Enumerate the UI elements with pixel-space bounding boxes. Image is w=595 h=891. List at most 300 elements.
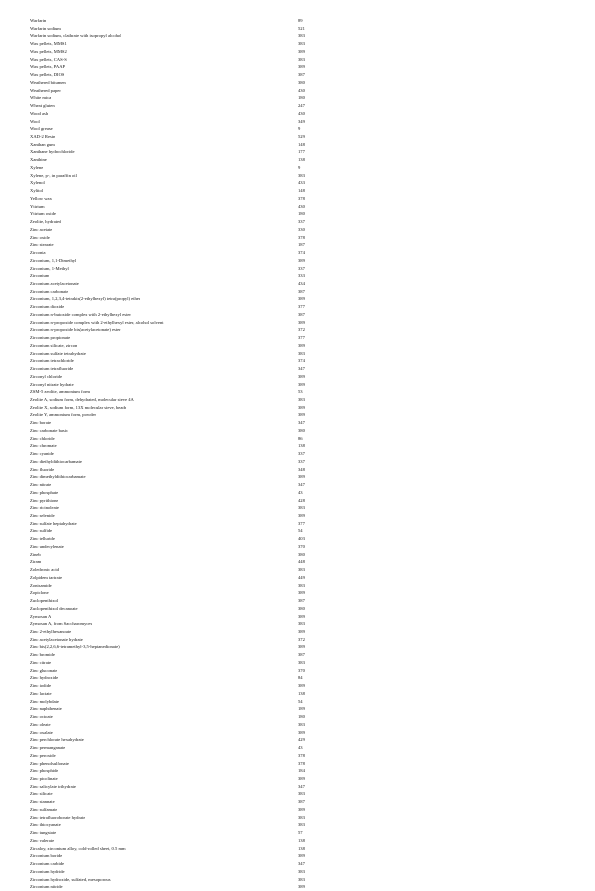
index-entry xyxy=(30,234,320,242)
entry-name: Zirconium tetrafluoride xyxy=(30,366,74,372)
entry-page-number: 383 xyxy=(298,396,305,402)
entry-name: Zinc borate xyxy=(30,420,52,426)
entry-name: Zinc phosphide xyxy=(30,768,59,774)
entry-name: Zinc permanganate xyxy=(30,745,66,751)
entry-name: Zeolite A, sodium form, dehydrated, molecular sieve 4A xyxy=(30,396,134,402)
entry-page-number: 372 xyxy=(298,327,305,333)
index-entry xyxy=(30,427,320,435)
index-entry xyxy=(30,32,320,40)
index-entry xyxy=(30,481,320,489)
entry-name: Zinc molybdate xyxy=(30,698,59,704)
entry-page-number: 54 xyxy=(298,528,303,534)
index-entry xyxy=(30,187,320,195)
entry-name: Zinc oxalate xyxy=(30,729,53,735)
entry-page-number: 529 xyxy=(298,134,305,140)
index-entry xyxy=(30,868,320,876)
entry-page-number: 347 xyxy=(298,482,305,488)
entry-name: Wheat gluten xyxy=(30,103,55,109)
entry-page-number: 383 xyxy=(298,868,305,874)
entry-name: Zirconium tetrachloride xyxy=(30,358,74,364)
entry-page-number: 389 xyxy=(298,806,305,812)
entry-name: Zinc oleate xyxy=(30,721,51,727)
entry-page-number: 521 xyxy=(298,25,305,31)
entry-name: Zymosan A xyxy=(30,613,52,619)
entry-name: Zinc chloride xyxy=(30,435,55,441)
index-entry xyxy=(30,411,320,419)
index-entry xyxy=(30,667,320,675)
index-entry xyxy=(30,280,320,288)
entry-page-number: 428 xyxy=(298,497,305,503)
entry-name: Zinc thiocyanate xyxy=(30,822,61,828)
entry-page-number: 383 xyxy=(298,621,305,627)
index-entry xyxy=(30,396,320,404)
entry-name: Zolpidem tartrate xyxy=(30,574,63,580)
entry-name: Zinc dimethyldithiocarbamate xyxy=(30,474,86,480)
index-entry xyxy=(30,311,320,319)
entry-name: Zuclopenthixol decanoate xyxy=(30,605,78,611)
index-entry xyxy=(30,729,320,737)
entry-name: Zinc stearate xyxy=(30,242,54,248)
entry-name: Zinc acetylacetonate hydrate xyxy=(30,636,83,642)
entry-name: Zinc fluoride xyxy=(30,466,55,472)
entry-page-number: 53 xyxy=(298,389,303,395)
entry-page-number: 389 xyxy=(298,474,305,480)
index-entry xyxy=(30,342,320,350)
entry-name: Zinc ricinoleate xyxy=(30,505,59,511)
entry-name: Zirconium n-butoxide complex with 2-ethylhexyl ester xyxy=(30,311,131,317)
entry-name: Yttrium oxide xyxy=(30,211,56,217)
entry-name: Zoledronic acid xyxy=(30,567,59,573)
entry-name: Zeolite, hydrated xyxy=(30,219,62,225)
index-entry xyxy=(30,303,320,311)
index-entry xyxy=(30,94,320,102)
entry-page-number: 387 xyxy=(298,72,305,78)
index-entry xyxy=(30,845,320,853)
entry-name: Zirconium carbide xyxy=(30,861,65,867)
entry-name: Zuclopenthixol xyxy=(30,598,59,604)
entry-name: Zinc acetate xyxy=(30,226,53,232)
entry-page-number: 389 xyxy=(298,629,305,635)
entry-name: Zinc lactate xyxy=(30,690,52,696)
index-entry xyxy=(30,288,320,296)
entry-name: Zirconium sulfate tetrahydrate xyxy=(30,350,86,356)
entry-page-number: 380 xyxy=(298,605,305,611)
entry-page-number: 330 xyxy=(298,226,305,232)
index-entry xyxy=(30,620,320,628)
entry-page-number: 389 xyxy=(298,513,305,518)
entry-page-number: 337 xyxy=(298,265,305,271)
index-entry xyxy=(30,334,320,342)
entry-page-number: 387 xyxy=(298,598,305,604)
entry-name: Zinc selenide xyxy=(30,513,55,518)
entry-name: Wax pellets, DIOS xyxy=(30,72,65,78)
entry-page-number: 433 xyxy=(298,180,305,186)
entry-page-number: 449 xyxy=(298,574,305,580)
entry-name: Zeolite X, sodium form, 13X molecular sieve, beads xyxy=(30,404,127,410)
entry-name: Zirconium xyxy=(30,273,50,279)
index-entry xyxy=(30,141,320,149)
entry-name: Warfarin sodium xyxy=(30,25,61,31)
entry-name: White mica xyxy=(30,95,52,101)
entry-name: Zirconium propionate xyxy=(30,335,71,341)
entry-name: Zirconium n-propoxide bis(acetylacetonate) ester xyxy=(30,327,121,333)
entry-name: Wax pellets, MMS2 xyxy=(30,48,67,54)
entry-page-number: 148 xyxy=(298,188,305,194)
entry-name: Zinc naphthenate xyxy=(30,706,62,712)
entry-page-number: 389 xyxy=(298,319,305,325)
entry-name: Zopiclone xyxy=(30,590,49,596)
index-entry xyxy=(30,319,320,327)
entry-name: Ziram xyxy=(30,559,42,565)
index-entry xyxy=(30,558,320,566)
entry-name: Zinc perchlorate hexahydrate xyxy=(30,737,84,743)
index-entry xyxy=(30,783,320,791)
index-entry xyxy=(30,589,320,597)
entry-page-number: 389 xyxy=(298,613,305,619)
index-entry xyxy=(30,636,320,644)
index-entry xyxy=(30,133,320,141)
entry-page-number: 180 xyxy=(298,211,305,217)
entry-page-number: 43 xyxy=(298,489,303,495)
entry-name: Zonisamide xyxy=(30,582,52,588)
entry-page-number: 383 xyxy=(298,505,305,511)
entry-page-number: 389 xyxy=(298,48,305,54)
index-entry xyxy=(30,295,320,303)
entry-page-number: 337 xyxy=(298,219,305,225)
entry-page-number: 370 xyxy=(298,667,305,673)
entry-name: Zirconium, 1,1-Dimethyl xyxy=(30,257,77,263)
entry-page-number: 348 xyxy=(298,466,305,472)
index-entry xyxy=(30,172,320,180)
index-entry xyxy=(30,79,320,87)
index-entry xyxy=(30,125,320,133)
entry-page-number: 389 xyxy=(298,683,305,689)
index-entry xyxy=(30,512,320,520)
index-entry xyxy=(30,63,320,71)
entry-name: Zirconia xyxy=(30,250,46,256)
index-entry xyxy=(30,659,320,667)
entry-name: Wax pellets, MMS1 xyxy=(30,41,67,47)
entry-page-number: 380 xyxy=(298,79,305,85)
entry-name: Zinc nitrate xyxy=(30,482,52,488)
entry-name: Zirconium dioxide xyxy=(30,304,65,310)
entry-page-number: 9 xyxy=(298,164,301,170)
entry-name: Zinc cyanide xyxy=(30,451,54,457)
index-entry xyxy=(30,790,320,798)
entry-page-number: 378 xyxy=(298,234,305,240)
entry-page-number: 387 xyxy=(298,799,305,805)
entry-name: Zinc pyrithione xyxy=(30,497,59,503)
entry-page-number: 387 xyxy=(298,652,305,658)
entry-page-number: 389 xyxy=(298,644,305,650)
index-entry xyxy=(30,87,320,95)
index-entry xyxy=(30,721,320,729)
index-entry xyxy=(30,821,320,829)
entry-page-number: 378 xyxy=(298,195,305,201)
index-entry xyxy=(30,798,320,806)
entry-page-number: 372 xyxy=(298,636,305,642)
entry-name: Zinc sulfamate xyxy=(30,806,58,812)
index-entry xyxy=(30,195,320,203)
index-entry xyxy=(30,504,320,512)
entry-page-number: 389 xyxy=(298,412,305,418)
index-entry xyxy=(30,442,320,450)
entry-page-number: 383 xyxy=(298,350,305,356)
entry-page-number: 247 xyxy=(298,103,305,109)
index-entry xyxy=(30,179,320,187)
entry-name: Zinc iodide xyxy=(30,683,52,689)
entry-page-number: 380 xyxy=(298,427,305,433)
entry-page-number: 377 xyxy=(298,304,305,310)
entry-page-number: 389 xyxy=(298,404,305,410)
entry-name: Zinc octoate xyxy=(30,714,53,720)
entry-page-number: 333 xyxy=(298,273,305,279)
entry-name: Wood ash xyxy=(30,110,49,116)
index-entry xyxy=(30,71,320,79)
index-entry xyxy=(30,450,320,458)
entry-page-number: 148 xyxy=(298,141,305,147)
index-entry xyxy=(30,56,320,64)
index-entry xyxy=(30,582,320,590)
index-entry xyxy=(30,226,320,234)
entry-name: Wool xyxy=(30,118,40,124)
entry-page-number: 180 xyxy=(298,714,305,720)
index-entry xyxy=(30,357,320,365)
entry-name: Zinc bromide xyxy=(30,652,55,658)
entry-name: Zinc carbonate basic xyxy=(30,427,69,433)
index-entry xyxy=(30,651,320,659)
entry-page-number: 380 xyxy=(298,551,305,557)
index-entry xyxy=(30,674,320,682)
entry-page-number: 138 xyxy=(298,157,305,163)
index-entry xyxy=(30,605,320,613)
entry-page-number: 434 xyxy=(298,280,305,286)
entry-name: Wax pellets, CAS-S xyxy=(30,56,67,62)
index-entry xyxy=(30,752,320,760)
entry-page-number: 430 xyxy=(298,110,305,116)
index-entry xyxy=(30,381,320,389)
entry-page-number: 383 xyxy=(298,567,305,573)
entry-name: XAD-2 Resin xyxy=(30,134,56,140)
entry-name: Yellow wax xyxy=(30,195,52,201)
entry-name: Zinc bis(2,2,6,6-tetramethyl-3,5-heptanedionate) xyxy=(30,644,120,650)
entry-name: Zinc phenolsulfonate xyxy=(30,760,69,766)
entry-name: Zinc hydroxide xyxy=(30,675,59,681)
entry-page-number: 387 xyxy=(298,311,305,317)
index-entry xyxy=(30,25,320,33)
entry-page-number: 337 xyxy=(298,458,305,464)
index-entry xyxy=(30,272,320,280)
entry-page-number: 430 xyxy=(298,87,305,93)
entry-name: Zinc silicate xyxy=(30,791,53,797)
entry-page-number: 370 xyxy=(298,543,305,549)
entry-page-number: 389 xyxy=(298,729,305,735)
index-entry xyxy=(30,535,320,543)
index-entry xyxy=(30,736,320,744)
entry-page-number: 383 xyxy=(298,791,305,797)
entry-name: Zinc valerate xyxy=(30,837,55,843)
entry-name: Zirconium, 1,2,3,4-tetrakis(2-ethylhexyl) tetra(propyl) ether xyxy=(30,296,141,302)
entry-page-number: 378 xyxy=(298,760,305,766)
entry-name: Zirconyl nitrate hydrate xyxy=(30,381,74,387)
index-entry xyxy=(30,643,320,651)
index-entry xyxy=(30,520,320,528)
index-entry xyxy=(30,156,320,164)
entry-page-number: 187 xyxy=(298,242,305,248)
entry-page-number: 349 xyxy=(298,118,305,124)
index-entry xyxy=(30,760,320,768)
index-entry xyxy=(30,326,320,334)
index-entry xyxy=(30,829,320,837)
entry-name: Zirconium carbonate xyxy=(30,288,69,294)
entry-page-number: 57 xyxy=(298,830,303,836)
index-entry xyxy=(30,388,320,396)
entry-name: Xylitol xyxy=(30,188,44,194)
index-entry xyxy=(30,690,320,698)
index-entry xyxy=(30,435,320,443)
entry-name: Weathered bitumen xyxy=(30,79,66,85)
entry-page-number: 177 xyxy=(298,149,305,155)
entry-name: Warfarin xyxy=(30,18,47,23)
index-entry xyxy=(30,265,320,273)
index-entry xyxy=(30,566,320,574)
entry-name: Zinc citrate xyxy=(30,659,52,665)
entry-page-number: 389 xyxy=(298,590,305,596)
entry-page-number: 383 xyxy=(298,659,305,665)
index-entry xyxy=(30,373,320,381)
entry-name: Zinc oxide xyxy=(30,234,50,240)
entry-page-number: 383 xyxy=(298,41,305,47)
index-entry xyxy=(30,814,320,822)
entry-page-number: 389 xyxy=(298,257,305,263)
entry-name: Xylenol xyxy=(30,180,45,186)
entry-name: Zirconyl chloride xyxy=(30,373,63,379)
index-entry xyxy=(30,883,320,891)
index-entry xyxy=(30,164,320,172)
entry-page-number: 9 xyxy=(298,126,301,132)
index-entry xyxy=(30,705,320,713)
index-list xyxy=(30,17,320,891)
entry-name: Zinc undecylenate xyxy=(30,543,64,549)
entry-name: Zymosan A, from Saccharomyces xyxy=(30,621,93,627)
entry-page-number: 389 xyxy=(298,853,305,859)
entry-name: Zirconium, 1-Methyl xyxy=(30,265,69,271)
entry-page-number: 389 xyxy=(298,296,305,302)
entry-page-number: 377 xyxy=(298,335,305,341)
entry-page-number: 89 xyxy=(298,18,303,23)
entry-name: Xanthine xyxy=(30,157,47,163)
entry-page-number: 377 xyxy=(298,520,305,526)
entry-page-number: 54 xyxy=(298,698,303,704)
index-entry xyxy=(30,458,320,466)
entry-page-number: 84 xyxy=(298,675,303,681)
entry-page-number: 448 xyxy=(298,559,305,565)
entry-name: Zinc sulfide xyxy=(30,528,53,534)
entry-name: Zirconium boride xyxy=(30,853,63,859)
entry-name: Wax pellets, PAAP xyxy=(30,64,66,70)
index-entry xyxy=(30,257,320,265)
entry-name: Zirconium nitride xyxy=(30,884,63,890)
index-entry xyxy=(30,40,320,48)
entry-page-number: 347 xyxy=(298,420,305,426)
index-entry xyxy=(30,744,320,752)
entry-name: Zinc peroxide xyxy=(30,752,56,758)
index-entry xyxy=(30,775,320,783)
entry-name: Zinc picolinate xyxy=(30,775,58,781)
entry-page-number: 403 xyxy=(298,536,305,542)
entry-page-number: 389 xyxy=(298,775,305,781)
entry-name: Xanthan gum xyxy=(30,141,55,147)
entry-page-number: 383 xyxy=(298,814,305,820)
index-entry xyxy=(30,698,320,706)
index-entry xyxy=(30,365,320,373)
entry-name: Zinc diethyldithiocarbamate xyxy=(30,458,82,464)
entry-page-number: 383 xyxy=(298,721,305,727)
entry-page-number: 378 xyxy=(298,752,305,758)
entry-page-number: 389 xyxy=(298,342,305,348)
entry-page-number: 389 xyxy=(298,64,305,70)
index-entry xyxy=(30,597,320,605)
entry-page-number: 383 xyxy=(298,582,305,588)
entry-name: Zinc phosphate xyxy=(30,489,59,495)
index-entry xyxy=(30,404,320,412)
entry-name: Weathered paper xyxy=(30,87,61,93)
entry-name: Yttrium xyxy=(30,203,45,209)
index-entry xyxy=(30,628,320,636)
entry-name: Zirconium hydride xyxy=(30,868,65,874)
entry-name: ZSM-5 zeolite, ammonium form xyxy=(30,389,90,395)
entry-page-number: 138 xyxy=(298,690,305,696)
entry-name: Wool grease xyxy=(30,126,53,132)
entry-page-number: 389 xyxy=(298,884,305,890)
entry-name: Xylene, p-, in paraffin oil xyxy=(30,172,77,178)
entry-name: Xanthane hydrochloride xyxy=(30,149,75,155)
entry-page-number: 389 xyxy=(298,373,305,379)
entry-name: Zirconium silicate, zircon xyxy=(30,342,78,348)
entry-name: Zinc tetrafluoroborate hydrate xyxy=(30,814,86,820)
entry-page-number: 43 xyxy=(298,745,303,751)
index-entry xyxy=(30,118,320,126)
entry-page-number: 138 xyxy=(298,443,305,449)
entry-page-number: 180 xyxy=(298,95,305,101)
index-entry xyxy=(30,466,320,474)
entry-page-number: 86 xyxy=(298,435,303,441)
entry-name: Zircaloy, zirconium alloy, cold-rolled sheet, 0.5 mm xyxy=(30,845,126,851)
entry-page-number: 374 xyxy=(298,358,305,364)
entry-page-number: 374 xyxy=(298,250,305,256)
index-entry xyxy=(30,767,320,775)
entry-page-number: 138 xyxy=(298,845,305,851)
entry-name: Zinc chromate xyxy=(30,443,57,449)
index-entry xyxy=(30,218,320,226)
entry-page-number: 389 xyxy=(298,381,305,387)
index-entry xyxy=(30,497,320,505)
entry-page-number: 337 xyxy=(298,451,305,457)
index-entry xyxy=(30,613,320,621)
index-entry xyxy=(30,713,320,721)
index-entry xyxy=(30,806,320,814)
entry-name: Zirconium acetylacetonate xyxy=(30,280,79,286)
index-entry xyxy=(30,852,320,860)
entry-page-number: 347 xyxy=(298,366,305,372)
index-entry xyxy=(30,419,320,427)
entry-page-number: 347 xyxy=(298,783,305,789)
index-entry xyxy=(30,489,320,497)
entry-name: Zeolite Y, ammonium form, powder xyxy=(30,412,97,418)
index-entry xyxy=(30,876,320,884)
entry-name: Warfarin sodium, clathrate with isopropyl alcohol xyxy=(30,33,122,39)
index-entry xyxy=(30,17,320,25)
